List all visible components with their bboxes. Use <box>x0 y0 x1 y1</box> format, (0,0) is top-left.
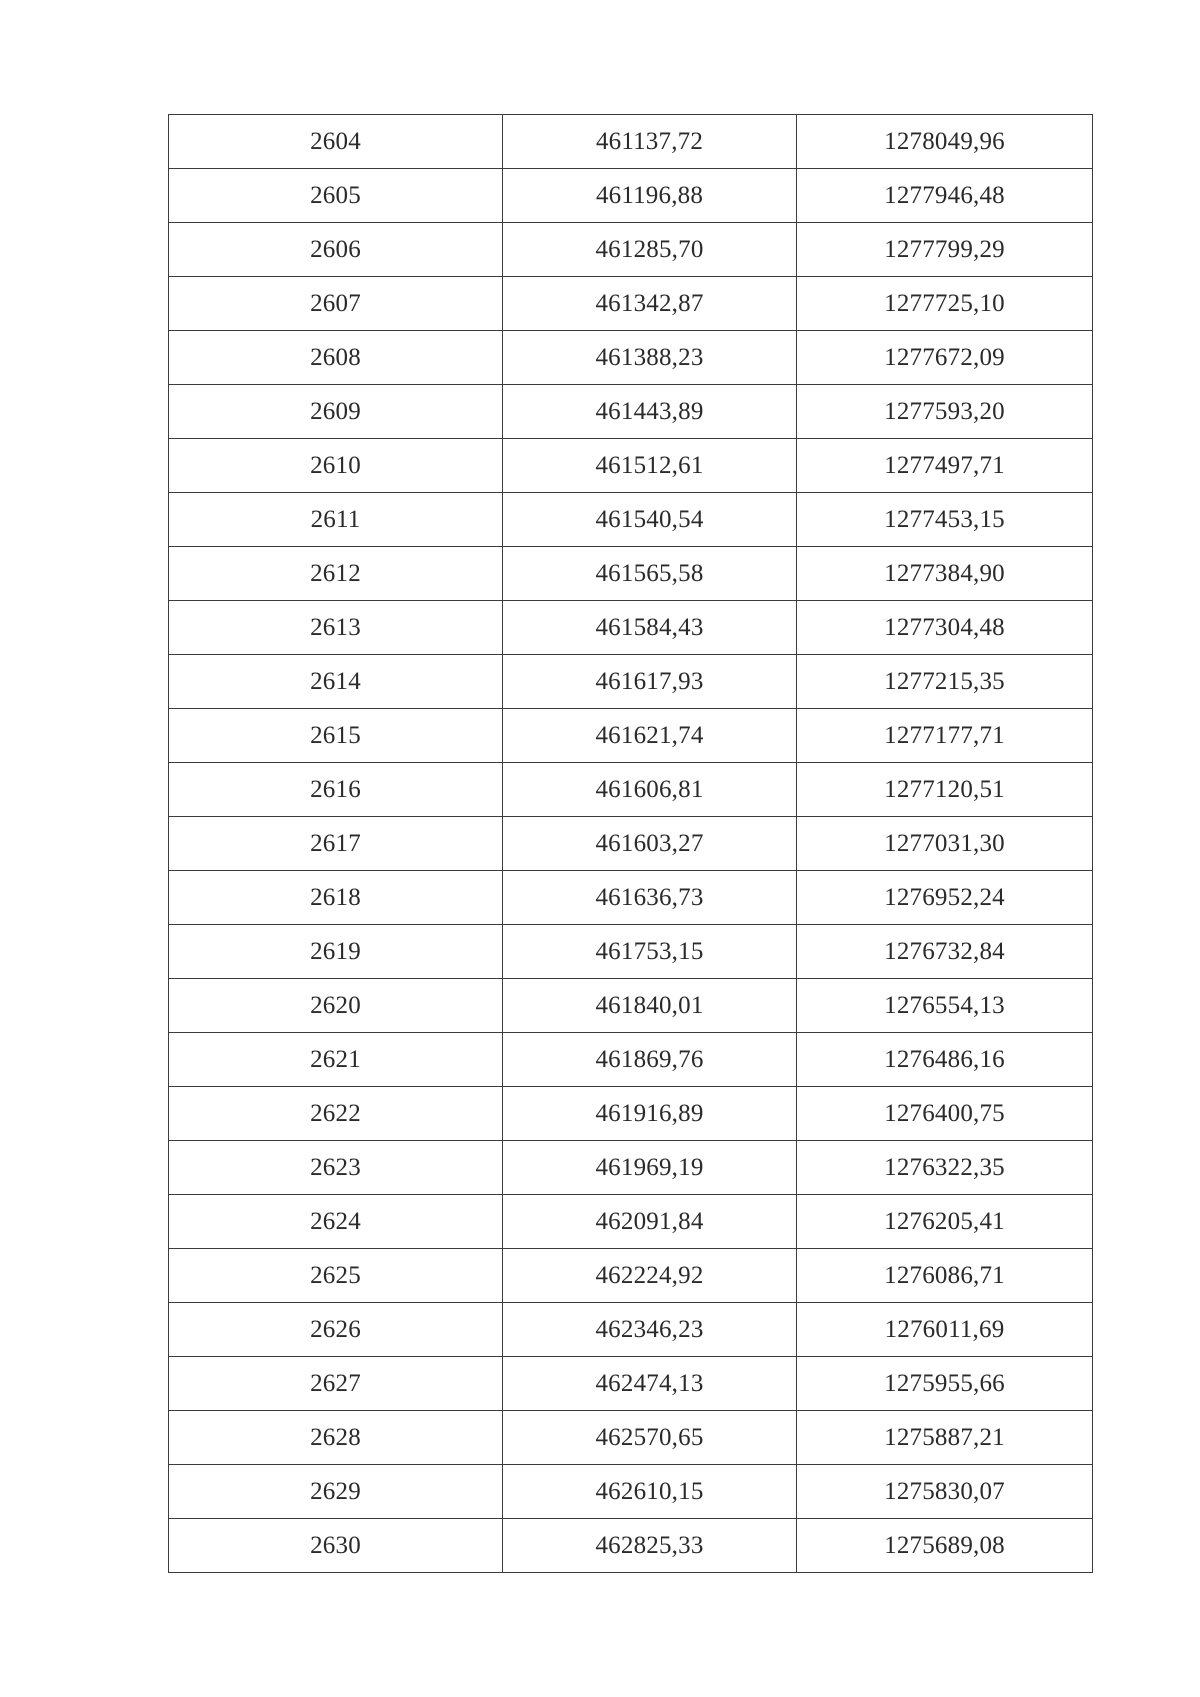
x-coordinate-cell: 461603,27 <box>503 817 797 871</box>
point-number-cell: 2628 <box>169 1411 503 1465</box>
y-coordinate-cell: 1276554,13 <box>797 979 1093 1033</box>
y-coordinate-cell: 1277304,48 <box>797 601 1093 655</box>
y-coordinate-cell: 1276086,71 <box>797 1249 1093 1303</box>
x-coordinate-cell: 461840,01 <box>503 979 797 1033</box>
table-row <box>169 169 1093 223</box>
table-row <box>169 385 1093 439</box>
x-coordinate-cell: 462474,13 <box>503 1357 797 1411</box>
y-coordinate-cell: 1277031,30 <box>797 817 1093 871</box>
point-number-cell: 2615 <box>169 709 503 763</box>
y-coordinate-cell: 1275887,21 <box>797 1411 1093 1465</box>
x-coordinate-cell: 462610,15 <box>503 1465 797 1519</box>
table-row <box>169 1411 1093 1465</box>
x-coordinate-cell: 461606,81 <box>503 763 797 817</box>
table-row <box>169 655 1093 709</box>
point-number-cell: 2610 <box>169 439 503 493</box>
x-coordinate-cell: 462091,84 <box>503 1195 797 1249</box>
table-row <box>169 1033 1093 1087</box>
point-number-cell: 2608 <box>169 331 503 385</box>
point-number-cell: 2621 <box>169 1033 503 1087</box>
x-coordinate-cell: 461285,70 <box>503 223 797 277</box>
x-coordinate-cell: 462570,65 <box>503 1411 797 1465</box>
y-coordinate-cell: 1277672,09 <box>797 331 1093 385</box>
x-coordinate-cell: 461512,61 <box>503 439 797 493</box>
x-coordinate-cell: 462224,92 <box>503 1249 797 1303</box>
point-number-cell: 2606 <box>169 223 503 277</box>
table-row <box>169 601 1093 655</box>
x-coordinate-cell: 461584,43 <box>503 601 797 655</box>
table-row <box>169 223 1093 277</box>
y-coordinate-cell: 1276486,16 <box>797 1033 1093 1087</box>
table-row <box>169 1249 1093 1303</box>
x-coordinate-cell: 461916,89 <box>503 1087 797 1141</box>
y-coordinate-cell: 1276322,35 <box>797 1141 1093 1195</box>
y-coordinate-cell: 1277215,35 <box>797 655 1093 709</box>
x-coordinate-cell: 461869,76 <box>503 1033 797 1087</box>
point-number-cell: 2625 <box>169 1249 503 1303</box>
table-row <box>169 763 1093 817</box>
point-number-cell: 2627 <box>169 1357 503 1411</box>
point-number-cell: 2624 <box>169 1195 503 1249</box>
y-coordinate-cell: 1277177,71 <box>797 709 1093 763</box>
y-coordinate-cell: 1277799,29 <box>797 223 1093 277</box>
point-number-cell: 2604 <box>169 115 503 169</box>
table-row <box>169 1195 1093 1249</box>
table-row <box>169 1357 1093 1411</box>
point-number-cell: 2617 <box>169 817 503 871</box>
y-coordinate-cell: 1276952,24 <box>797 871 1093 925</box>
point-number-cell: 2616 <box>169 763 503 817</box>
x-coordinate-cell: 461137,72 <box>503 115 797 169</box>
x-coordinate-cell: 462825,33 <box>503 1519 797 1573</box>
table-row <box>169 979 1093 1033</box>
table-row <box>169 1141 1093 1195</box>
point-number-cell: 2626 <box>169 1303 503 1357</box>
y-coordinate-cell: 1277946,48 <box>797 169 1093 223</box>
x-coordinate-cell: 461388,23 <box>503 331 797 385</box>
y-coordinate-cell: 1277120,51 <box>797 763 1093 817</box>
point-number-cell: 2619 <box>169 925 503 979</box>
x-coordinate-cell: 461196,88 <box>503 169 797 223</box>
point-number-cell: 2618 <box>169 871 503 925</box>
coordinates-table-body <box>169 115 1093 1573</box>
y-coordinate-cell: 1275689,08 <box>797 1519 1093 1573</box>
point-number-cell: 2630 <box>169 1519 503 1573</box>
table-row <box>169 439 1093 493</box>
point-number-cell: 2611 <box>169 493 503 547</box>
point-number-cell: 2614 <box>169 655 503 709</box>
y-coordinate-cell: 1276732,84 <box>797 925 1093 979</box>
table-row <box>169 1465 1093 1519</box>
x-coordinate-cell: 462346,23 <box>503 1303 797 1357</box>
table-row <box>169 1519 1093 1573</box>
table-row <box>169 277 1093 331</box>
point-number-cell: 2622 <box>169 1087 503 1141</box>
y-coordinate-cell: 1277453,15 <box>797 493 1093 547</box>
point-number-cell: 2605 <box>169 169 503 223</box>
x-coordinate-cell: 461617,93 <box>503 655 797 709</box>
y-coordinate-cell: 1277725,10 <box>797 277 1093 331</box>
coordinates-table <box>168 114 1093 1573</box>
point-number-cell: 2612 <box>169 547 503 601</box>
table-row <box>169 709 1093 763</box>
table-row <box>169 547 1093 601</box>
point-number-cell: 2620 <box>169 979 503 1033</box>
x-coordinate-cell: 461565,58 <box>503 547 797 601</box>
table-row <box>169 493 1093 547</box>
table-row <box>169 331 1093 385</box>
table-row <box>169 817 1093 871</box>
x-coordinate-cell: 461621,74 <box>503 709 797 763</box>
x-coordinate-cell: 461540,54 <box>503 493 797 547</box>
x-coordinate-cell: 461342,87 <box>503 277 797 331</box>
x-coordinate-cell: 461753,15 <box>503 925 797 979</box>
point-number-cell: 2623 <box>169 1141 503 1195</box>
point-number-cell: 2609 <box>169 385 503 439</box>
x-coordinate-cell: 461969,19 <box>503 1141 797 1195</box>
table-row <box>169 925 1093 979</box>
y-coordinate-cell: 1276011,69 <box>797 1303 1093 1357</box>
table-row <box>169 1303 1093 1357</box>
table-row <box>169 871 1093 925</box>
point-number-cell: 2629 <box>169 1465 503 1519</box>
x-coordinate-cell: 461443,89 <box>503 385 797 439</box>
point-number-cell: 2607 <box>169 277 503 331</box>
point-number-cell: 2613 <box>169 601 503 655</box>
y-coordinate-cell: 1277384,90 <box>797 547 1093 601</box>
y-coordinate-cell: 1276400,75 <box>797 1087 1093 1141</box>
y-coordinate-cell: 1278049,96 <box>797 115 1093 169</box>
table-row <box>169 1087 1093 1141</box>
table-row <box>169 115 1093 169</box>
y-coordinate-cell: 1276205,41 <box>797 1195 1093 1249</box>
x-coordinate-cell: 461636,73 <box>503 871 797 925</box>
y-coordinate-cell: 1275955,66 <box>797 1357 1093 1411</box>
y-coordinate-cell: 1275830,07 <box>797 1465 1093 1519</box>
y-coordinate-cell: 1277497,71 <box>797 439 1093 493</box>
y-coordinate-cell: 1277593,20 <box>797 385 1093 439</box>
